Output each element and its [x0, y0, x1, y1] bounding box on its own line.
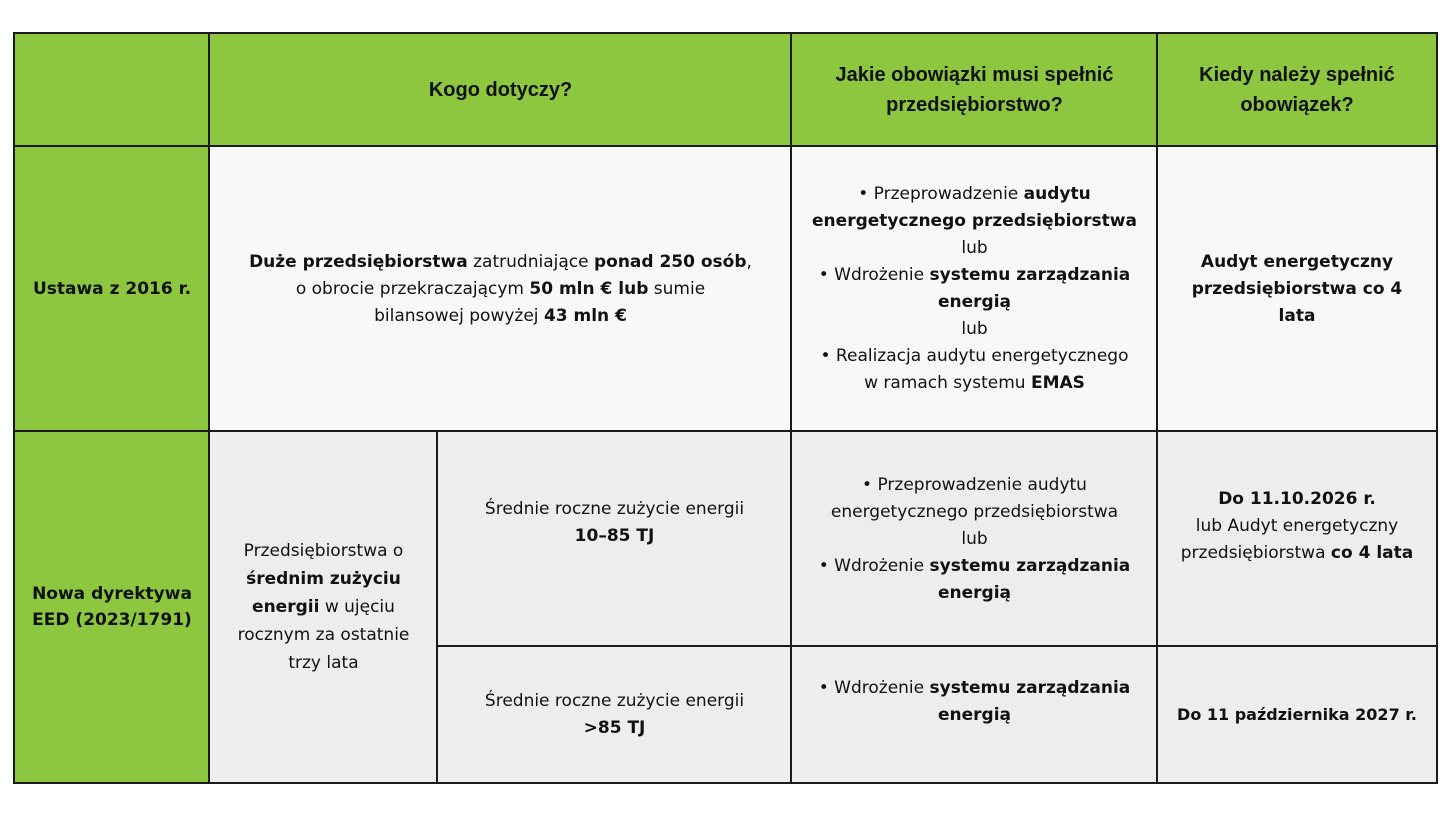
- row-2016-obligations: [790, 145, 1159, 433]
- tier-2-range: [436, 645, 793, 784]
- row-2016-who: [208, 145, 793, 433]
- obligation-bold: audytu: [1023, 184, 1091, 204]
- who-text: w ujęciu: [319, 597, 395, 617]
- row-label-2016: [13, 145, 211, 433]
- tier-range-text: Średnie roczne zużycie energii: [484, 499, 745, 519]
- obligation-bold: energią: [937, 292, 1011, 312]
- tier-range-value: 10–85 TJ: [574, 526, 655, 546]
- obligation-text: energetycznego przedsiębiorstwa: [830, 502, 1119, 522]
- who-bold-balance: 43 mln €: [543, 305, 627, 326]
- tier-2-when: [1156, 645, 1438, 784]
- tier-1-obligations: [790, 430, 1159, 648]
- or-separator: lub: [961, 319, 988, 339]
- tier-range-text: Średnie roczne zużycie energii: [484, 690, 745, 711]
- or-separator: lub: [961, 238, 988, 258]
- who-bold-employees: ponad 250 osób: [593, 251, 747, 272]
- header-obligations: [790, 32, 1159, 148]
- row-label-2016-text: Ustawa z 2016 r.: [32, 279, 192, 299]
- who-text: ,: [746, 251, 752, 272]
- when-line: przedsiębiorstwa: [1180, 543, 1331, 563]
- obligation-bold: energetycznego przedsiębiorstwa: [812, 211, 1137, 231]
- header-corner-cell: [13, 32, 211, 148]
- row-eed-who: [208, 430, 439, 784]
- when-bold: co 4 lata: [1330, 543, 1414, 563]
- who-bold: średnim zużyciu: [246, 569, 401, 589]
- who-text: bilansowej powyżej: [374, 305, 544, 326]
- header-when-line2: obowiązek?: [1240, 94, 1354, 116]
- tier-1-range: [436, 430, 793, 648]
- row-label-eed-line1: Nowa dyrektywa: [32, 584, 192, 604]
- tier-1-when: [1156, 430, 1438, 648]
- when-line: Audyt energetyczny: [1200, 251, 1394, 272]
- when-line: lata: [1278, 305, 1316, 326]
- obligation-text: • Przeprowadzenie audytu: [862, 475, 1087, 495]
- tier-2-obligations: [790, 645, 1159, 784]
- obligation-text: • Realizacja audytu energetycznego: [820, 346, 1129, 366]
- who-text: sumie: [648, 278, 706, 299]
- header-obligations-line1: Jakie obowiązki musi spełnić: [835, 64, 1114, 86]
- obligation-text: • Wdrożenie: [818, 265, 930, 285]
- when-deadline: Do 11.10.2026 r.: [1218, 489, 1376, 509]
- or-separator: lub: [961, 529, 988, 549]
- who-bold-large-companies: Duże przedsiębiorstwa: [249, 251, 468, 272]
- obligation-bold: energią: [937, 583, 1011, 603]
- row-label-eed: [13, 430, 211, 784]
- header-who: [208, 32, 793, 148]
- header-when: [1156, 32, 1438, 148]
- tier-range-value: >85 TJ: [583, 717, 646, 738]
- obligation-bold-emas: EMAS: [1030, 373, 1085, 393]
- obligation-text: • Wdrożenie: [818, 556, 930, 576]
- who-text: rocznym za ostatnie: [237, 625, 410, 645]
- who-bold-turnover: 50 mln € lub: [529, 278, 649, 299]
- obligation-bold: systemu zarządzania: [929, 265, 1131, 285]
- header-who-label: Kogo dotyczy?: [428, 79, 573, 101]
- when-line: lub Audyt energetyczny: [1195, 516, 1399, 536]
- who-text: Przedsiębiorstwa o: [243, 541, 404, 561]
- obligation-bold: energią: [937, 705, 1011, 725]
- header-when-line1: Kiedy należy spełnić: [1199, 64, 1395, 86]
- who-text: trzy lata: [288, 653, 359, 673]
- who-text: o obrocie przekraczającym: [295, 278, 530, 299]
- when-deadline: Do 11 października 2027 r.: [1177, 705, 1417, 724]
- obligation-text: w ramach systemu: [864, 373, 1031, 393]
- obligation-bold: systemu zarządzania: [929, 556, 1131, 576]
- who-bold: energii: [252, 597, 320, 617]
- header-obligations-line2: przedsiębiorstwo?: [886, 94, 1063, 116]
- obligation-text: • Wdrożenie: [818, 678, 930, 698]
- when-line: przedsiębiorstwa co 4: [1191, 278, 1403, 299]
- who-text: zatrudniające: [467, 251, 594, 272]
- row-2016-when: [1156, 145, 1438, 433]
- obligation-bold: systemu zarządzania: [929, 678, 1131, 698]
- obligation-text: • Przeprowadzenie: [858, 184, 1024, 204]
- row-label-eed-line2: EED (2023/1791): [32, 610, 192, 630]
